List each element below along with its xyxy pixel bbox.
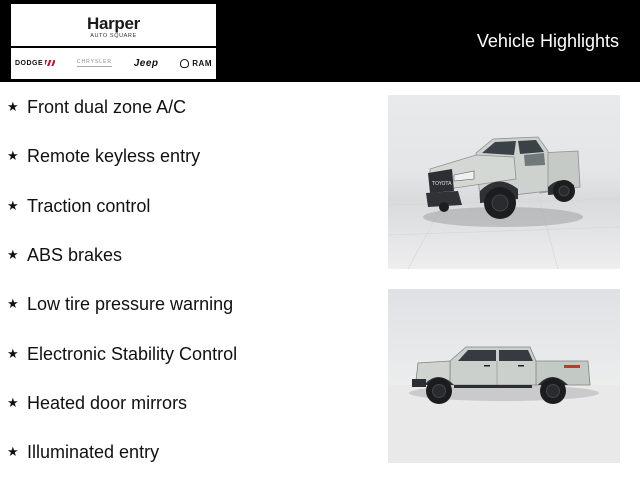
star-icon: ★ (7, 296, 19, 311)
brand-logos (15, 50, 212, 76)
star-icon: ★ (7, 99, 19, 114)
feature-item (7, 244, 122, 266)
dealer-logo[interactable] (11, 4, 216, 79)
feature-item (7, 145, 200, 167)
star-icon: ★ (7, 247, 19, 262)
vehicle-photo-side[interactable] (388, 289, 620, 463)
dealer-logo-top (11, 4, 216, 44)
truck-side-profile-photo (388, 289, 620, 463)
star-icon: ★ (7, 198, 19, 213)
brand-dodge-label: DODGE (15, 59, 44, 67)
header-bar (0, 0, 640, 82)
feature-item (7, 343, 237, 365)
brand-chrysler: CHRYSLER (76, 59, 113, 65)
feature-item (7, 441, 159, 463)
star-icon: ★ (7, 148, 19, 163)
truck-front-three-quarter-photo (388, 95, 620, 269)
feature-label: Remote keyless entry (27, 146, 201, 166)
logo-divider (11, 46, 216, 48)
brand-dodge (15, 60, 55, 67)
brand-ram-label: RAM (192, 58, 212, 68)
feature-label: Low tire pressure warning (27, 294, 234, 314)
star-icon: ★ (7, 395, 19, 410)
feature-label: Illuminated entry (27, 442, 160, 462)
star-icon: ★ (7, 346, 19, 361)
brand-jeep: Jeep (133, 57, 159, 69)
feature-label: Electronic Stability Control (27, 344, 238, 364)
page-title: Vehicle Highlights (476, 31, 619, 51)
dealer-subtitle: AUTO SQUARE (90, 33, 137, 39)
vehicle-photo-front[interactable] (388, 95, 620, 269)
feature-label: Heated door mirrors (27, 393, 188, 413)
feature-label: Traction control (27, 196, 151, 216)
feature-item (7, 392, 187, 414)
feature-item (7, 293, 233, 315)
dodge-stripes-icon (45, 60, 55, 66)
brand-ram (180, 59, 212, 68)
dealer-name: Harper (86, 14, 140, 33)
feature-item (7, 195, 150, 217)
feature-label: Front dual zone A/C (27, 97, 187, 117)
feature-item (7, 96, 186, 118)
star-icon: ★ (7, 444, 19, 459)
ram-head-icon (180, 59, 189, 68)
feature-label: ABS brakes (27, 245, 123, 265)
svg-text:TOYOTA: TOYOTA (432, 181, 452, 187)
